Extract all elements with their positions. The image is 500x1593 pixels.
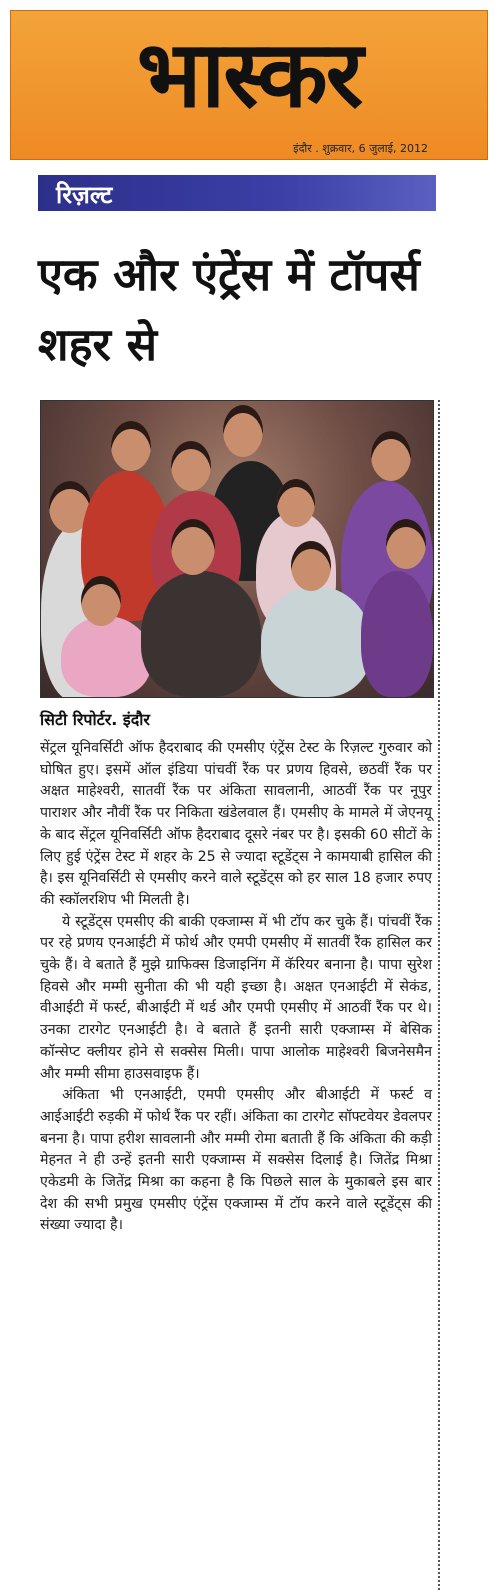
group-photo	[40, 400, 434, 698]
article-paragraph: अंकिता भी एनआईटी, एमपी एमसीए और बीआईटी में फर्स्ट व आईआईटी रुड़की में फोर्थ रैंक पर रहीं। अंकिता का टारगेट सॉफ्टवेयर डेवलपर बनना है। पापा हरीश सावलानी और मम्मी रोमा बताती हैं कि अंकिता की कड़ी मेहनत ने ही उन्हें इतनी सारी एक्जाम्स में सक्सेस दिलाई है। जितेंद्र मिश्रा एकेडमी के जितेंद्र मिश्रा का कहना है कि पिछले साल के मुकाबले इस बार देश की सभी प्रमुख एमसीए एंट्रेंस एक्जाम्स में टॉप करने वाले स्टूडेंट्स की संख्या ज्यादा है।	[40, 1087, 432, 1234]
section-label: रिज़ल्ट	[56, 181, 113, 209]
newspaper-logo: भास्कर	[136, 21, 362, 128]
article-headline: एक और एंट्रेंस में टॉपर्स शहर से	[38, 248, 420, 371]
article-paragraph: सेंट्रल यूनिवर्सिटी ऑफ हैदराबाद की एमसीए एंट्रेंस टेस्ट के रिज़ल्ट गुरुवार को घोषित हुए। इसमें ऑल इंडिया पांचवीं रैंक पर प्रणय हिवसे, छठवीं रैंक पर अक्षत माहेश्वरी, सातवीं रैंक पर अंकिता सावलानी, आठवीं रैंक पर नूपुर पाराशर और नौवीं रैंक पर निकिता खंडेलवाल हैं। एमसीए के मामले में जेएनयू के बाद सेंट्रल यूनिवर्सिटी ऑफ हैदराबाद दूसरे नंबर पर है। इसकी 60 सीटों के लिए हुई एंट्रेंस टेस्ट में शहर के 25 से ज्यादा स्टूडेंट्स ने कामयाबी हासिल की है। इस यूनिवर्सिटी से एमसीए करने वाले स्टूडेंट्स को हर साल 18 हजार रुपए की स्कॉलरशिप भी मिलती है।	[40, 740, 432, 908]
article-body	[40, 738, 432, 1237]
column-divider	[438, 400, 440, 1590]
byline: सिटी रिपोर्टर. इंदौर	[40, 710, 150, 729]
article-paragraph: ये स्टूडेंट्स एमसीए की बाकी एक्जाम्स में भी टॉप कर चुके हैं। पांचवीं रैंक पर रहे प्रणय एनआईटी में फोर्थ और एमपी एमसीए में सातवीं रैंक हासिल कर चुके हैं। वे बताते हैं मुझे ग्राफिक्स डिजाइनिंग में कॅरियर बनाना है। पापा सुरेश हिवसे और मम्मी सुनीता की भी यही इच्छा है। अक्षत एनआईटी में सेकंड, वीआईटी में फर्स्ट, बीआईटी में थर्ड और एमपी एमसीए में आठवीं रैंक पर थे। उनका टारगेट एनआईटी है। वे बताते हैं इतनी सारी एक्जाम्स में बेसिक कॉन्सेप्ट क्लीयर होने से सक्सेस मिली। पापा आलोक माहेश्वरी बिजनेसमैन और मम्मी सीमा हाउसवाइफ हैं।	[40, 913, 432, 1082]
masthead	[10, 10, 488, 160]
dateline: इंदौर . शुक्रवार, 6 जुलाई, 2012	[293, 142, 428, 155]
section-header-bar	[38, 175, 436, 211]
